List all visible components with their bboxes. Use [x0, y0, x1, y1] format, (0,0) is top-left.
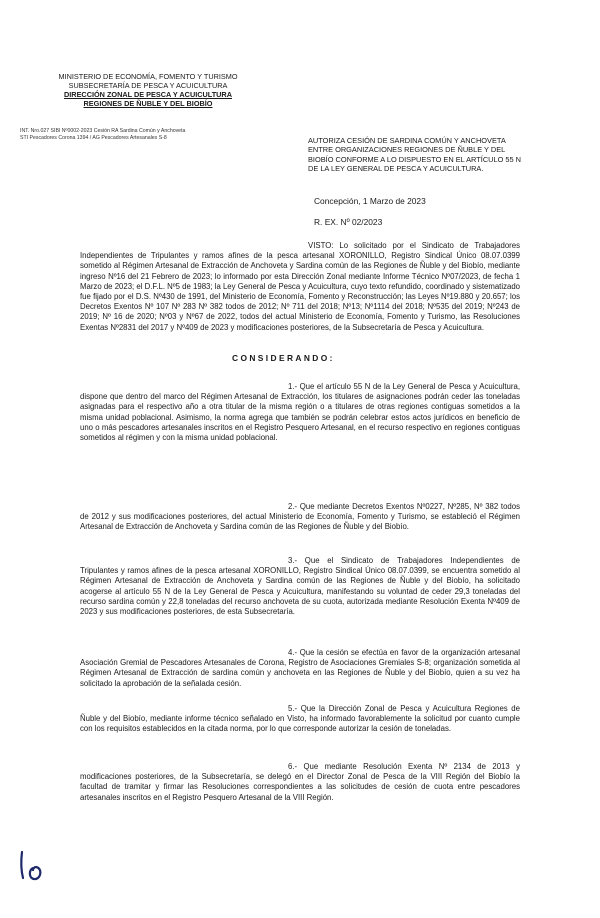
reference-block — [20, 128, 280, 141]
considerando-paragraph-2: 2.- Que mediante Decretos Exentos Nº0227, Nº285, Nº 382 todos de 2012 y sus modificaciones posteriores, del actual Ministerio de Economía, Fomento y Turismo, se estableció el Régimen Artesanal de Extracción de Anchoveta y Sardina común de las Regiones de Ñuble y del Biobío. — [80, 502, 520, 532]
considerando-paragraph-4: 4.- Que la cesión se efectúa en favor de la organización artesanal Asociación Gremial de Pescadores Artesanales de Corona, Registro de Asociaciones Gremiales S-8; organización sometida al Régimen Artesanal de Extracción de sardina común y anchoveta en las Regiones de Ñuble y del Biobío, quien a su vez ha solicitado la aprobación de la señalada cesión. — [80, 648, 520, 688]
direccion-zonal-line: DIRECCIÓN ZONAL DE PESCA Y ACUICULTURA — [64, 90, 232, 99]
reference-line-2: STI Pescadores Corona 1394 / AG Pescadores Artesanales S-8 — [20, 134, 167, 141]
institution-header — [28, 72, 268, 108]
considerando-paragraph-5: 5.- Que la Dirección Zonal de Pesca y Acuicultura Regiones de Ñuble y del Biobío, mediante informe técnico señalado en Visto, ha informado favorablemente la solicitud por cuanto cumple con los requisitos establecidos en la citada norma, por lo que corresponde autorizar la cesión de toneladas. — [80, 704, 520, 734]
considerando-paragraph-1: 1.- Que el artículo 55 N de la Ley General de Pesca y Acuicultura, dispone que dentro del marco del Régimen Artesanal de Extracción, los titulares de asignaciones podrán ceder las toneladas asignadas para el respectivo año a otra titular de la misma región o a titulares de otras regiones contiguas sometidos a la misma unidad poblacional. Asimismo, la norma agrega que también se podrán celebrar estos actos jurídicos en beneficio de uno o más pescadores artesanales inscritos en el Registro Pesquero Artesanal, en el recurso respectivo en regiones contiguas sometidos al régimen y con la misma unidad poblacional. — [80, 382, 520, 443]
visto-paragraph: VISTO: Lo solicitado por el Sindicato de Trabajadores Independientes de Tripulantes y ramos afines de la pesca artesanal XORONILLO, Registro Sindical Único 08.07.0399 sometido al Régimen Artesanal de Extracción de Anchoveta y Sardina común de las Regiones de Ñuble y del Biobío, mediante ingreso Nº16 del 21 Febrero de 2023; lo informado por esta Dirección Zonal mediante Informe Técnico Nº07/2023, de fecha 1 Marzo de 2023; el D.F.L. Nº5 de 1983; la Ley General de Pesca y Acuicultura, cuyo texto refundido, coordinado y sistematizado fue fijado por el D.S. Nº430 de 1991, del Ministerio de Economía, Fomento y Reconstrucción; las Leyes Nº19.880 y 20.657; los Decretos Exentos Nº 107 Nº 283 Nº 382 todos de 2012; Nº 711 del 2018; Nº13; Nº1114 del 2018; Nº535 del 2019; Nº243 de 2019; Nº 16 de 2020; Nº03 y Nº67 de 2022, todos del actual Ministerio de Economía, Fomento y Turismo, las Resoluciones Exentas Nº2831 del 2017 y Nº409 de 2023 y modificaciones posteriores, de la Subsecretaría de Pesca y Acuicultura. — [80, 241, 520, 332]
handwritten-page-number — [16, 846, 56, 884]
reference-line-1: INT. Nro.027 SIBI Nº0002-2023 Cesión RA Sardina Común y Anchoveta — [20, 128, 186, 134]
regiones-line: REGIONES DE ÑUBLE Y DEL BIOBÍO — [83, 99, 213, 108]
subsecretaria-line: SUBSECRETARÍA DE PESCA Y ACUICULTURA — [68, 81, 228, 90]
considerando-paragraph-6: 6.- Que mediante Resolución Exenta Nº 2134 de 2013 y modificaciones posteriores, de la Subsecretaría, se delegó en el Director Zonal de Pesca de la VIII Región del Biobío la facultad de tramitar y firmar las Resoluciones correspondientes a las solicitudes de cesión de cuota entre pescadores artesanales inscritos en el Registro Pesquero Artesanal de la VIII Región. — [80, 762, 520, 802]
considerando-heading: CONSIDERANDO: — [232, 353, 335, 363]
considerando-paragraph-3: 3.- Que el Sindicato de Trabajadores Independientes de Tripulantes y ramos afines de la pesca artesanal XORONILLO, Registro Sindical Único 08.07.0399, se encuentra sometido al Régimen Artesanal de Extracción de Anchoveta y Sardina común de las Regiones de Ñuble y del Biobío, ha solicitado acogerse al artículo 55 N de la Ley General de Pesca y Acuicultura, manifestando su voluntad de ceder 29,3 toneladas del recurso sardina común y 22,8 toneladas del recurso anchoveta de su cuota, autorizada mediante Resolución Exenta Nº409 de 2023 y sus modificaciones posteriores, de esta Subsecretaría. — [80, 556, 520, 617]
ministry-line: MINISTERIO DE ECONOMÍA, FOMENTO Y TURISMO — [58, 72, 238, 81]
document-date: Concepción, 1 Marzo de 2023 — [314, 196, 426, 206]
resolution-number: R. EX. Nº 02/2023 — [314, 217, 383, 227]
document-title: AUTORIZA CESIÓN DE SARDINA COMÚN Y ANCHOVETA ENTRE ORGANIZACIONES REGIONES DE ÑUBLE Y DEL BIOBÍO CONFORME A LO DISPUESTO EN EL ARTÍCULO 55 N DE LA LEY GENERAL DE PESCA Y ACUICULTURA. — [308, 136, 522, 174]
